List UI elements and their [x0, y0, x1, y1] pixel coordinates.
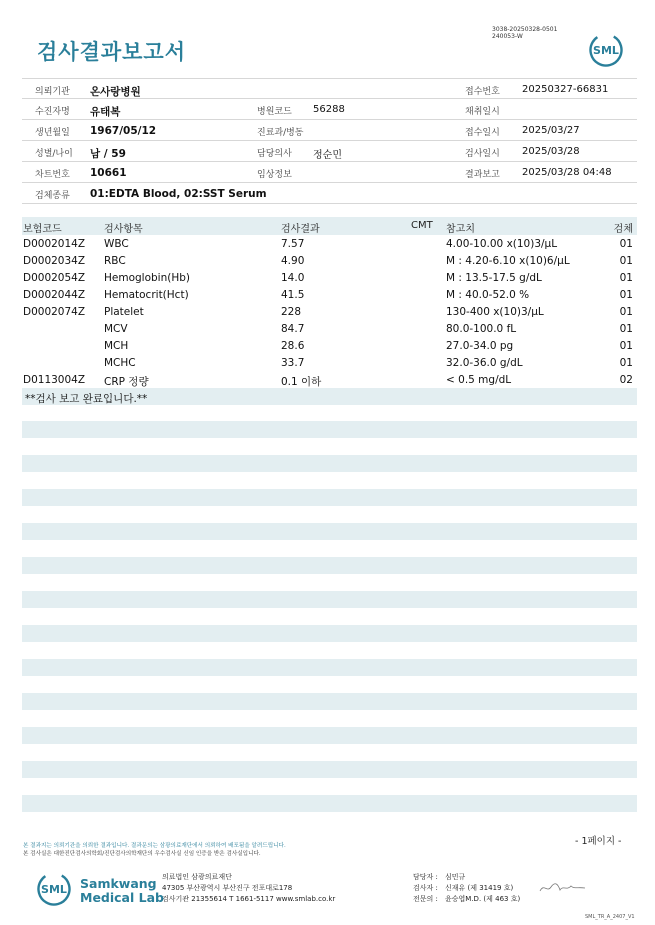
sml-logo	[587, 33, 625, 67]
result-ref: 130-400 x(10)3/μL	[446, 306, 544, 318]
result-ref: 27.0-34.0 pg	[446, 340, 514, 352]
document-id: 3038-20250328-0501 240053-W	[492, 26, 558, 40]
header-specimen: 검체	[613, 224, 633, 235]
logo-text: SML	[41, 883, 67, 896]
result-result: 33.7	[281, 357, 305, 369]
info-label: 성별/나이	[35, 149, 73, 159]
result-specimen: 02	[619, 374, 633, 386]
result-result: 0.1 이하	[281, 376, 322, 388]
result-result: 84.7	[281, 323, 305, 335]
result-specimen: 01	[619, 255, 633, 267]
header-ref: 참고치	[446, 224, 475, 235]
info-value: 1967/05/12	[90, 125, 157, 137]
footer-notice: 본 결과지는 의뢰기관을 의뢰한 결과입니다. 결과문의는 삼광의료재단에서 의뢰하여 배포됨을 알려드립니다. 본 검사실은 대한진단검사의학회/진단검사의학재단의 우수검사실 신임 인증을 받은 검사실입니다.	[23, 843, 286, 857]
result-row	[22, 269, 637, 286]
result-specimen: 01	[619, 238, 633, 250]
info-value: 20250327-66831	[522, 84, 609, 95]
empty-rows	[22, 421, 637, 829]
header-cmt: CMT	[411, 220, 433, 231]
result-result: 7.57	[281, 238, 305, 250]
result-specimen: 01	[619, 340, 633, 352]
info-value: 유태복	[90, 106, 121, 118]
info-value: 56288	[313, 104, 345, 115]
empty-row	[22, 523, 637, 540]
result-row	[22, 354, 637, 371]
info-row	[22, 99, 637, 120]
info-label: 수진자명	[35, 107, 70, 117]
result-row	[22, 320, 637, 337]
info-label: 차트번호	[35, 170, 70, 180]
organization-info: 의료법인 삼광의료재단 47305 부산광역시 부산진구 전포대로178 검사기관 21355614 T 1661-5117 www.smlab.co.kr	[162, 873, 336, 903]
completion-note: **검사 보고 완료입니다.**	[25, 393, 148, 405]
info-row	[22, 120, 637, 141]
result-specimen: 01	[619, 289, 633, 301]
staff-info	[413, 872, 520, 905]
staff-row	[413, 872, 520, 883]
result-item: Hematocrit(Hct)	[104, 289, 189, 301]
empty-row	[22, 761, 637, 778]
info-row	[22, 162, 637, 183]
result-item: MCV	[104, 323, 128, 335]
staff-name: 윤승엽M.D. (제 463 호)	[445, 895, 521, 903]
staff-name: 신재유 (제 31419 호)	[445, 884, 514, 892]
results-table	[22, 217, 637, 405]
result-item: Hemoglobin(Hb)	[104, 272, 191, 284]
empty-row	[22, 557, 637, 574]
results-header-row	[22, 217, 637, 235]
result-code: D0002014Z	[23, 238, 86, 250]
result-ref: 4.00-10.00 x(10)3/μL	[446, 238, 558, 250]
info-label: 접수번호	[465, 87, 500, 97]
result-item: CRP 정량	[104, 376, 149, 388]
result-specimen: 01	[619, 272, 633, 284]
info-label: 결과보고	[465, 170, 500, 180]
result-item: WBC	[104, 238, 129, 250]
result-code: D0002044Z	[23, 289, 86, 301]
result-row	[22, 371, 637, 388]
result-item: MCHC	[104, 357, 136, 369]
empty-row	[22, 455, 637, 472]
info-label: 병원코드	[257, 107, 292, 117]
report-title: 검사결과보고서	[37, 40, 187, 64]
result-specimen: 01	[619, 323, 633, 335]
result-result: 14.0	[281, 272, 305, 284]
staff-role: 전문의 :	[413, 895, 438, 903]
info-value: 01:EDTA Blood, 02:SST Serum	[90, 188, 267, 200]
result-ref: < 0.5 mg/dL	[446, 374, 512, 386]
empty-row	[22, 591, 637, 608]
result-result: 228	[281, 306, 302, 318]
result-row	[22, 286, 637, 303]
result-result: 28.6	[281, 340, 305, 352]
empty-row	[22, 795, 637, 812]
info-label: 담당의사	[257, 149, 292, 159]
result-item: MCH	[104, 340, 129, 352]
result-specimen: 01	[619, 357, 633, 369]
info-row	[22, 183, 637, 204]
staff-role: 검사자 :	[413, 884, 438, 892]
result-code: D0002034Z	[23, 255, 86, 267]
result-ref: 80.0-100.0 fL	[446, 323, 517, 335]
page-number: - 1페이지 -	[575, 836, 622, 847]
result-item: RBC	[104, 255, 126, 267]
empty-row	[22, 489, 637, 506]
result-row	[22, 337, 637, 354]
sml-logo-footer	[34, 872, 74, 906]
info-value: 2025/03/28	[522, 146, 580, 157]
info-label: 의뢰기관	[35, 87, 70, 97]
info-label: 검사일시	[465, 149, 500, 159]
result-result: 4.90	[281, 255, 305, 267]
empty-row	[22, 659, 637, 676]
result-code: D0113004Z	[23, 374, 86, 386]
info-row	[22, 141, 637, 162]
empty-row	[22, 727, 637, 744]
info-value: 정순민	[313, 150, 342, 161]
info-value: 2025/03/27	[522, 125, 580, 136]
empty-row	[22, 625, 637, 642]
result-ref: M : 13.5-17.5 g/dL	[446, 272, 542, 284]
info-label: 임상정보	[257, 170, 292, 180]
result-item: Platelet	[104, 306, 144, 318]
info-label: 생년월일	[35, 128, 70, 138]
header-result: 검사결과	[281, 224, 320, 235]
result-specimen: 01	[619, 306, 633, 318]
staff-row	[413, 894, 520, 905]
staff-role: 담당자 :	[413, 873, 438, 881]
empty-row	[22, 693, 637, 710]
signature	[538, 880, 588, 894]
result-result: 41.5	[281, 289, 305, 301]
staff-name: 심민규	[445, 873, 466, 881]
staff-row	[413, 883, 520, 894]
result-row	[22, 235, 637, 252]
info-label: 채취일시	[465, 107, 500, 117]
empty-row	[22, 421, 637, 438]
completion-row	[22, 388, 637, 405]
result-row	[22, 252, 637, 269]
result-code: D0002074Z	[23, 306, 86, 318]
result-ref: M : 4.20-6.10 x(10)6/μL	[446, 255, 570, 267]
header-code: 보험코드	[23, 224, 62, 235]
info-value: 2025/03/28 04:48	[522, 167, 612, 178]
info-row	[22, 78, 637, 99]
form-code: SML_TR_A_2407_V1	[585, 914, 635, 920]
result-code: D0002054Z	[23, 272, 86, 284]
logo-text: SML	[593, 44, 619, 57]
info-label: 진료과/병동	[257, 128, 304, 138]
info-value: 남 / 59	[90, 148, 126, 160]
result-ref: 32.0-36.0 g/dL	[446, 357, 523, 369]
info-value: 10661	[90, 167, 127, 179]
brand-name: Samkwang Medical Lab	[80, 876, 164, 905]
info-label: 검체종류	[35, 191, 70, 201]
info-label: 접수일시	[465, 128, 500, 138]
header-item: 검사항목	[104, 224, 143, 235]
result-ref: M : 40.0-52.0 %	[446, 289, 530, 301]
info-value: 온사랑병원	[90, 86, 141, 98]
patient-info-table	[22, 78, 637, 204]
result-row	[22, 303, 637, 320]
